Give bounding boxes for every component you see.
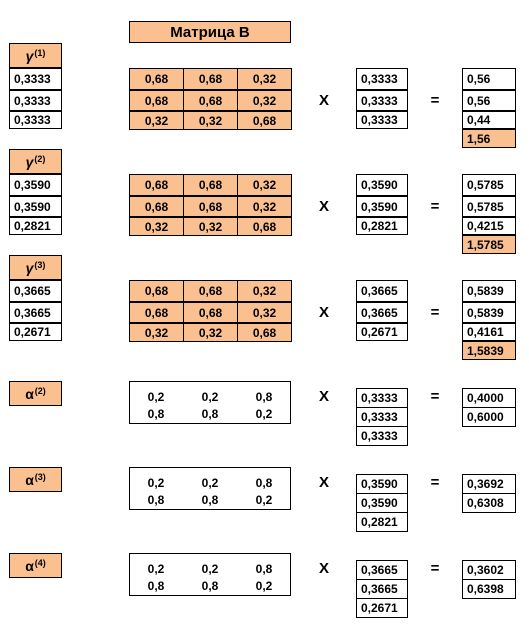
matrix-cell: 0,32: [237, 280, 292, 302]
matrix-cell: 0,32: [237, 196, 292, 217]
matrix-cell: 0,32: [129, 111, 184, 130]
matrix-cell: 0,68: [237, 111, 292, 130]
alpha-matrix-value: 0,2: [201, 561, 219, 576]
gamma-label: [9, 149, 62, 174]
gamma-label: [9, 43, 62, 68]
multiplier-cell: 0,3333: [356, 111, 408, 129]
vector-cell: 0,3333: [9, 111, 62, 129]
result-cell: 0,4000: [462, 388, 516, 408]
matrix-b-title: Матрица B: [129, 21, 291, 43]
label-symbol: α: [25, 471, 34, 488]
multiplier-cell: 0,3665: [356, 302, 408, 323]
matrix-cell: 0,32: [237, 68, 292, 90]
multiplier-cell: 0,3333: [356, 68, 408, 90]
label-superscript: (2): [34, 153, 46, 164]
result-cell: 0,56: [462, 90, 516, 111]
alpha-matrix-value: 0,8: [255, 389, 273, 404]
alpha-matrix-value: 0,8: [255, 475, 273, 490]
matrix-cell: 0,68: [183, 302, 238, 323]
result-cell: 0,5785: [462, 196, 516, 217]
equals-sign: =: [430, 198, 440, 215]
alpha-label: [9, 553, 62, 578]
matrix-cell: 0,68: [183, 196, 238, 217]
result-cell: 0,5785: [462, 174, 516, 196]
matrix-cell: 0,68: [237, 323, 292, 342]
multiplier-cell: 0,2671: [356, 598, 408, 618]
alpha-matrix-value: 0,8: [255, 561, 273, 576]
matrix-cell: 0,32: [237, 90, 292, 111]
alpha-matrix-value: 0,2: [255, 578, 273, 593]
alpha-label: [9, 467, 62, 492]
multiplier-cell: 0,2821: [356, 217, 408, 235]
matrix-cell: 0,32: [129, 217, 184, 236]
label-symbol: γ: [25, 47, 34, 64]
alpha-matrix-value: 0,2: [201, 389, 219, 404]
multiplier-cell: 0,3333: [356, 90, 408, 111]
result-sum-cell: 1,5785: [462, 235, 516, 254]
multiplier-cell: 0,3665: [356, 280, 408, 302]
vector-cell: 0,2671: [9, 323, 62, 341]
result-cell: 0,56: [462, 68, 516, 90]
label-symbol: γ: [25, 153, 34, 170]
vector-cell: 0,3665: [9, 280, 62, 302]
vector-cell: 0,3665: [9, 302, 62, 323]
matrix-cell: 0,68: [183, 280, 238, 302]
result-sum-cell: 1,56: [462, 129, 516, 148]
vector-cell: 0,3333: [9, 90, 62, 111]
alpha-matrix-value: 0,2: [147, 389, 165, 404]
matrix-cell: 0,68: [183, 90, 238, 111]
result-cell: 0,3602: [462, 560, 516, 580]
alpha-matrix-value: 0,8: [147, 578, 165, 593]
multiplier-cell: 0,3333: [356, 388, 408, 408]
label-symbol: α: [25, 557, 34, 574]
label-superscript: (3): [34, 259, 46, 270]
matrix-cell: 0,68: [237, 217, 292, 236]
matrix-cell: 0,68: [129, 174, 184, 196]
multiplier-cell: 0,2821: [356, 512, 408, 532]
alpha-matrix-value: 0,2: [255, 492, 273, 507]
matrix-cell: 0,32: [183, 217, 238, 236]
result-cell: 0,4161: [462, 323, 516, 341]
matrix-cell: 0,32: [237, 302, 292, 323]
result-cell: 0,44: [462, 111, 516, 129]
matrix-cell: 0,68: [129, 302, 184, 323]
multiplier-cell: 0,3590: [356, 196, 408, 217]
matrix-cell: 0,68: [129, 196, 184, 217]
label-superscript: (1): [34, 47, 46, 58]
vector-cell: 0,3333: [9, 68, 62, 90]
result-cell: 0,6308: [462, 493, 516, 513]
label-superscript: (4): [34, 557, 46, 568]
alpha-matrix-value: 0,2: [255, 406, 273, 421]
matrix-cell: 0,68: [129, 68, 184, 90]
matrix-cell: 0,68: [183, 174, 238, 196]
multiplier-cell: 0,3590: [356, 493, 408, 513]
alpha-matrix-value: 0,8: [147, 406, 165, 421]
result-cell: 0,6398: [462, 579, 516, 599]
matrix-cell: 0,32: [129, 323, 184, 342]
equals-sign: =: [430, 387, 440, 405]
multiplier-cell: 0,3590: [356, 474, 408, 494]
multiply-sign: X: [318, 92, 329, 109]
alpha-matrix-value: 0,8: [147, 492, 165, 507]
result-cell: 0,5839: [462, 302, 516, 323]
matrix-cell: 0,32: [183, 323, 238, 342]
label-superscript: (2): [34, 385, 46, 396]
matrix-cell: 0,68: [129, 280, 184, 302]
label-symbol: α: [25, 385, 34, 402]
equals-sign: =: [430, 473, 440, 491]
multiplier-cell: 0,3665: [356, 560, 408, 580]
multiplier-cell: 0,3333: [356, 426, 408, 446]
alpha-matrix-value: 0,8: [201, 578, 219, 593]
vector-cell: 0,2821: [9, 217, 62, 235]
multiplier-cell: 0,3590: [356, 174, 408, 196]
matrix-cell: 0,68: [183, 68, 238, 90]
equals-sign: =: [430, 559, 440, 577]
result-sum-cell: 1,5839: [462, 341, 516, 360]
label-superscript: (3): [34, 471, 46, 482]
alpha-matrix-value: 0,2: [201, 475, 219, 490]
alpha-matrix-value: 0,8: [201, 492, 219, 507]
alpha-matrix-value: 0,2: [147, 475, 165, 490]
multiply-sign: X: [318, 198, 329, 215]
result-cell: 0,4215: [462, 217, 516, 235]
matrix-cell: 0,32: [183, 111, 238, 130]
multiply-sign: X: [318, 304, 329, 321]
equals-sign: =: [430, 92, 440, 109]
result-cell: 0,6000: [462, 407, 516, 427]
label-symbol: γ: [25, 259, 34, 276]
multiply-sign: X: [318, 559, 329, 577]
alpha-label: [9, 381, 62, 406]
vector-cell: 0,3590: [9, 174, 62, 196]
result-cell: 0,3692: [462, 474, 516, 494]
vector-cell: 0,3590: [9, 196, 62, 217]
multiplier-cell: 0,2671: [356, 323, 408, 341]
multiplier-cell: 0,3333: [356, 407, 408, 427]
matrix-cell: 0,68: [129, 90, 184, 111]
gamma-label: [9, 255, 62, 280]
multiply-sign: X: [318, 473, 329, 491]
matrix-cell: 0,32: [237, 174, 292, 196]
equals-sign: =: [430, 304, 440, 321]
alpha-matrix-value: 0,2: [147, 561, 165, 576]
result-cell: 0,5839: [462, 280, 516, 302]
alpha-matrix-value: 0,8: [201, 406, 219, 421]
multiplier-cell: 0,3665: [356, 579, 408, 599]
multiply-sign: X: [318, 387, 329, 405]
